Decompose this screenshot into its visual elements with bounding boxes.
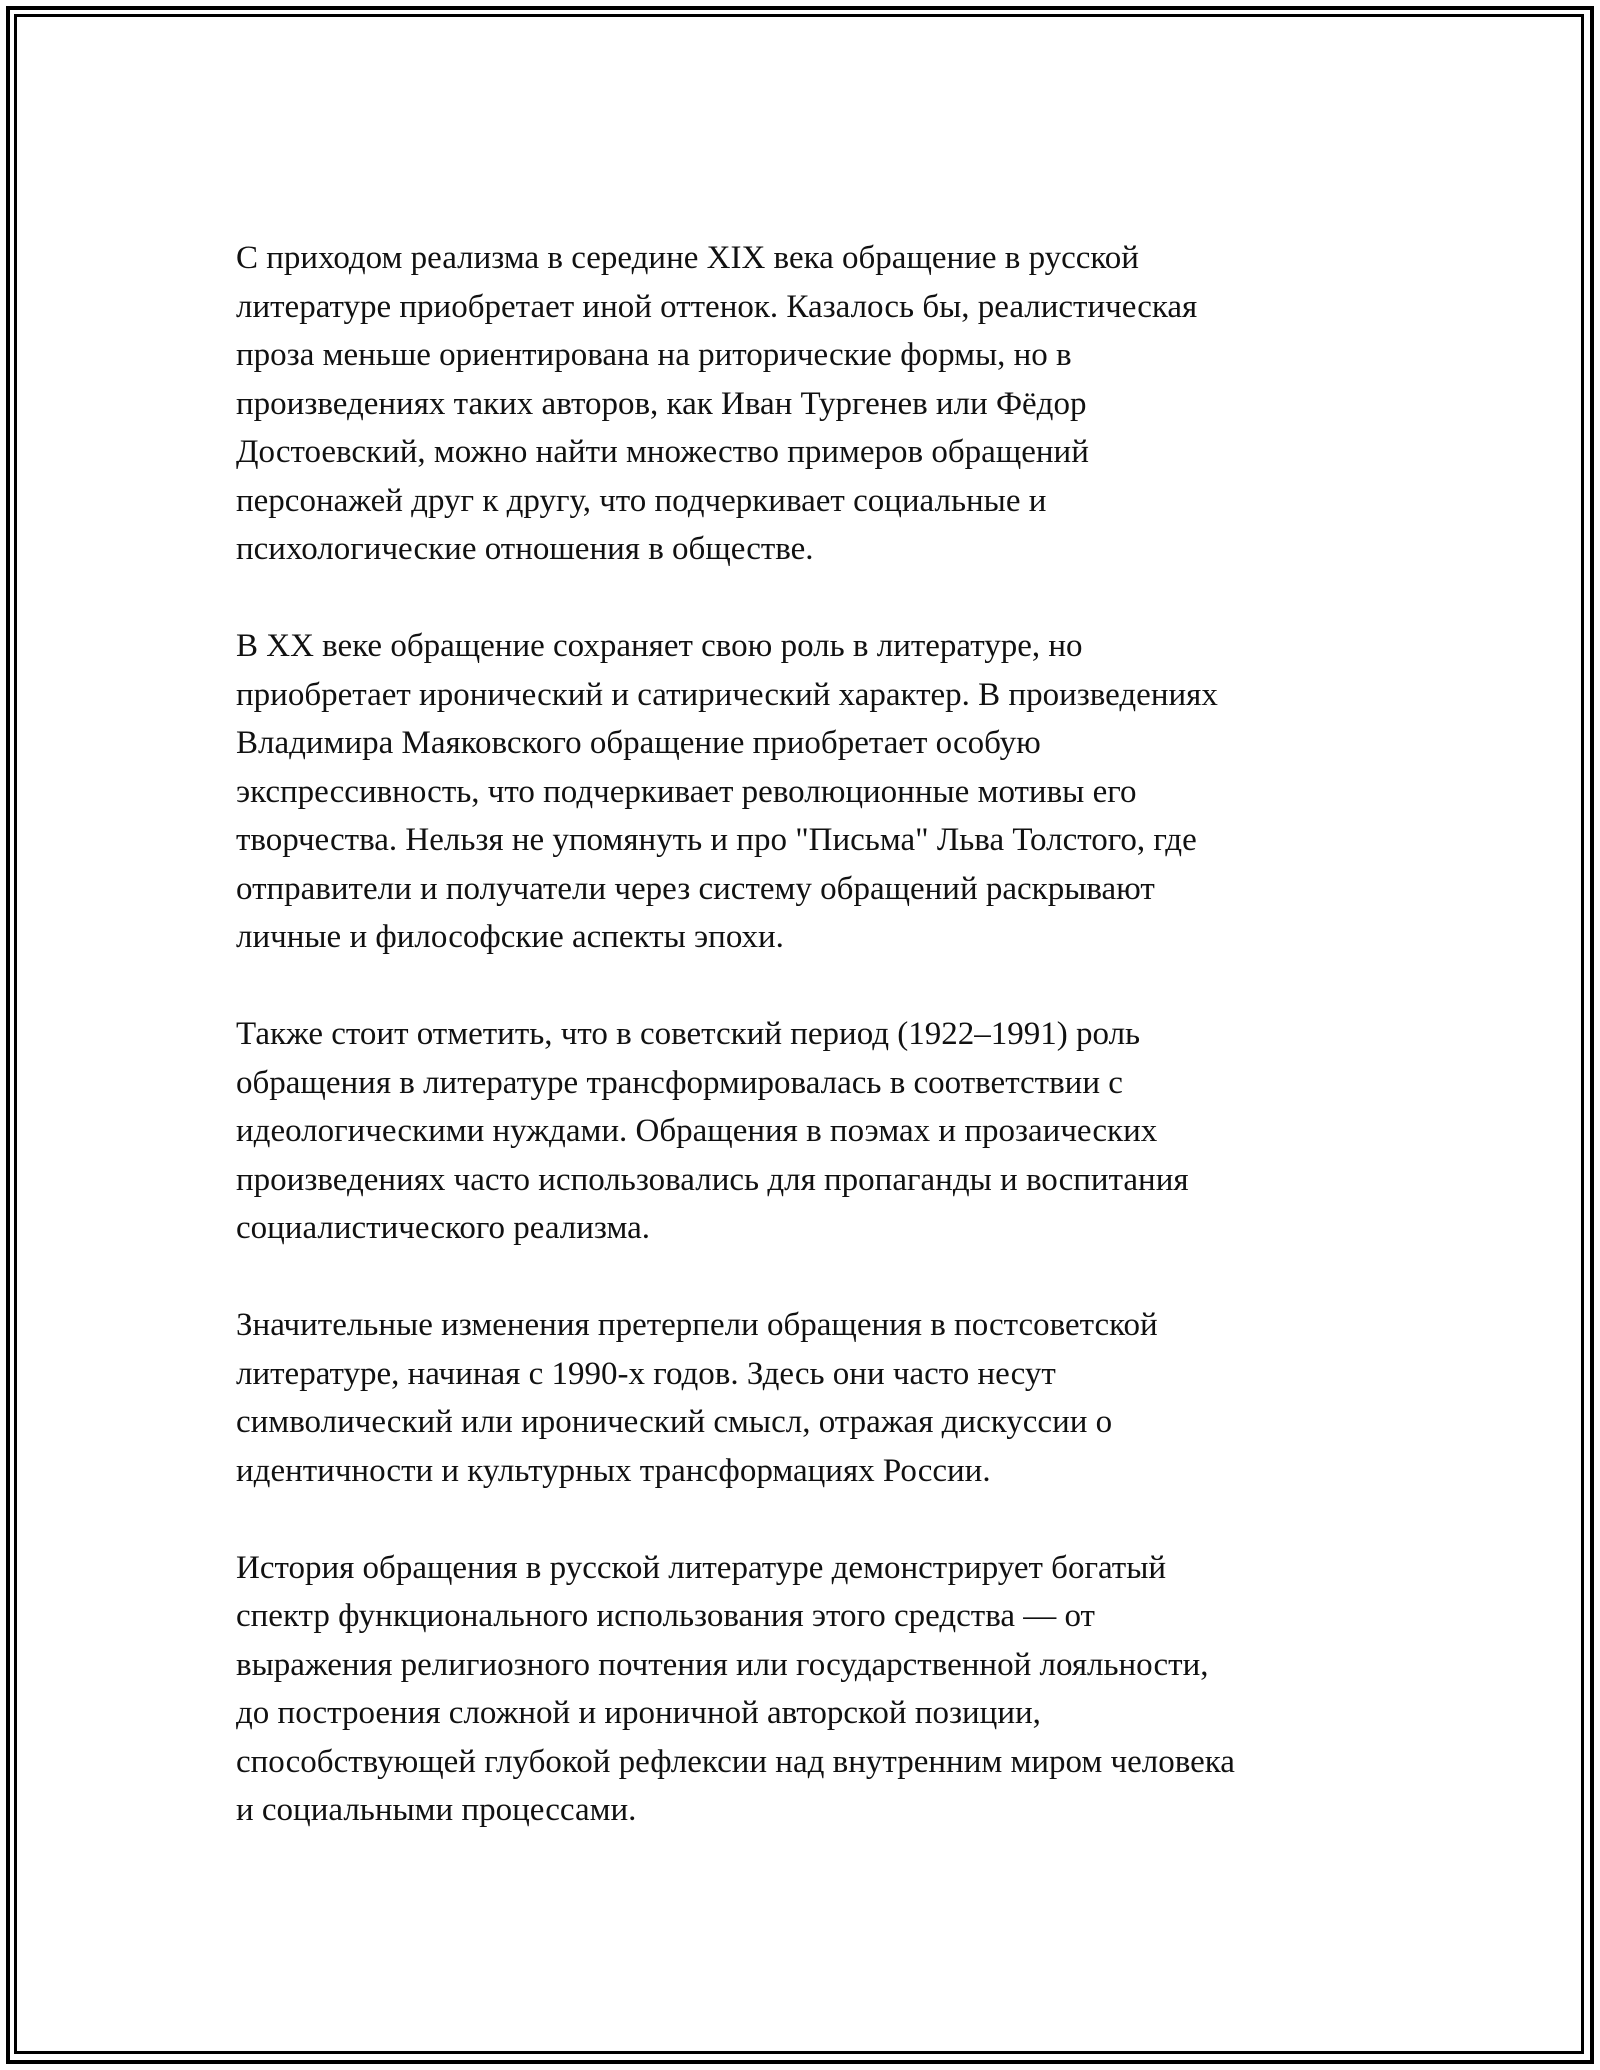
- text-line: выражения религиозного почтения или государственной лояльности,: [236, 1646, 1209, 1683]
- paragraph-4: [236, 1301, 1366, 1495]
- text-line: психологические отношения в обществе.: [236, 531, 814, 567]
- text-line: История обращения в русской литературе демонстрирует богатый: [236, 1549, 1167, 1586]
- text-line: отправители и получатели через систему обращений раскрывают: [236, 870, 1155, 907]
- text-line: символический или иронический смысл, отражая дискуссии о: [236, 1404, 1113, 1440]
- text-line: произведениях часто использовались для пропаганды и воспитания: [236, 1161, 1189, 1198]
- text-line: приобретает иронический и сатирический характер. В произведениях: [236, 676, 1218, 713]
- text-line: социалистического реализма.: [236, 1210, 651, 1246]
- text-line: обращения в литературе трансформировалась в соответствии с: [236, 1064, 1123, 1101]
- text-line: персонажей друг к другу, что подчеркивает социальные и: [236, 482, 1047, 519]
- text-line: спектр функционального использования этого средства — от: [236, 1598, 1095, 1634]
- text-line: проза меньше ориентирована на риторические формы, но в: [236, 337, 1072, 373]
- text-line: Достоевский, можно найти множество примеров обращений: [236, 434, 1089, 470]
- text-line: идеологическими нуждами. Обращения в поэмах и прозаических: [236, 1113, 1158, 1149]
- paragraph-5: [236, 1544, 1366, 1835]
- text-line: Значительные изменения претерпели обращения в постсоветской: [236, 1307, 1158, 1343]
- text-line: идентичности и культурных трансформациях России.: [236, 1452, 991, 1489]
- text-line: личные и философские аспекты эпохи.: [236, 919, 784, 955]
- text-line: литературе приобретает иной оттенок. Казалось бы, реалистическая: [236, 288, 1198, 325]
- text-line: экспрессивность, что подчеркивает революционные мотивы его: [236, 773, 1137, 810]
- text-line: произведениях таких авторов, как Иван Тургенев или Фёдор: [236, 385, 1087, 422]
- document-body: [236, 234, 1366, 1883]
- text-line: Владимира Маяковского обращение приобретает особую: [236, 725, 1041, 761]
- paragraph-1: [236, 234, 1366, 574]
- text-line: В XX веке обращение сохраняет свою роль в литературе, но: [236, 628, 1083, 664]
- text-line: и социальными процессами.: [236, 1792, 637, 1828]
- text-line: до построения сложной и ироничной авторской позиции,: [236, 1695, 1041, 1731]
- paragraph-2: [236, 622, 1366, 962]
- text-line: литературе, начиная с 1990-х годов. Здесь они часто несут: [236, 1355, 1056, 1392]
- text-line: С приходом реализма в середине XIX века обращение в русской: [236, 240, 1139, 276]
- text-line: Также стоит отметить, что в советский период (1922–1991) роль: [236, 1016, 1141, 1052]
- text-line: творчества. Нельзя не упомянуть и про "Письма" Льва Толстого, где: [236, 822, 1197, 858]
- paragraph-3: [236, 1010, 1366, 1253]
- text-line: способствующей глубокой рефлексии над внутренним миром человека: [236, 1743, 1235, 1780]
